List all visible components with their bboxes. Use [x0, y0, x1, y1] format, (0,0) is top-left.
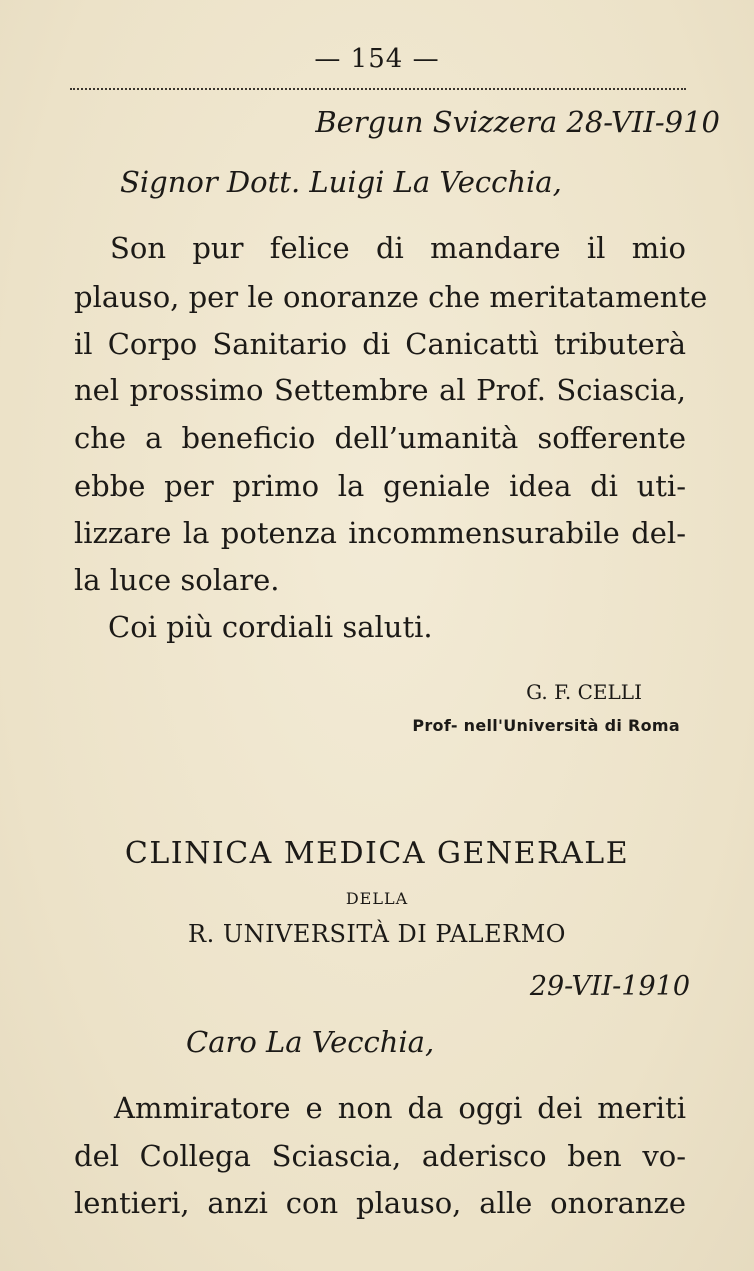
- letter1-body-line: la luce solare.: [74, 563, 280, 597]
- letter1-closing: Coi più cordiali saluti.: [108, 610, 433, 644]
- letter2-salutation: Caro La Vecchia,: [186, 1025, 435, 1059]
- letter2-body-line: Ammiratore e non da oggi dei meriti: [114, 1091, 686, 1125]
- section-subtitle-della: DELLA: [345, 889, 409, 908]
- letter1-salutation: Signor Dott. Luigi La Vecchia,: [120, 165, 562, 199]
- letter1-signature-title: Prof- nell'Università di Roma: [412, 716, 680, 735]
- dotted-rule: [70, 88, 686, 90]
- letter2-date: 29-VII-1910: [529, 971, 690, 1002]
- letter2-body-line: del Collega Sciascia, aderisco ben vo-: [74, 1139, 686, 1173]
- letter1-body-line: nel prossimo Settembre al Prof. Sciascia,: [74, 373, 686, 407]
- letter1-body-line: Son pur felice di mandare il mio: [110, 231, 686, 265]
- letter1-body-line: lizzare la potenza incommensurabile del-: [74, 516, 686, 550]
- page-number: — 154 —: [314, 44, 440, 74]
- letter1-body-line: ebbe per primo la geniale idea di uti-: [74, 469, 686, 503]
- letter1-body-line: il Corpo Sanitario di Canicattì tributerà: [74, 327, 686, 361]
- letter2-body-line: lentieri, anzi con plauso, alle onoranze: [74, 1186, 686, 1220]
- letter1-body-line: plauso, per le onoranze che meritatamente: [74, 280, 708, 314]
- letter1-dateline: Bergun Svizzera 28-VII-910: [315, 105, 720, 139]
- section-subtitle-university: R. UNIVERSITÀ DI PALERMO: [188, 920, 566, 948]
- letter1-signature: G. F. CELLI: [526, 680, 642, 704]
- section-title: CLINICA MEDICA GENERALE: [124, 836, 630, 871]
- letter1-body-line: che a beneficio dell’umanità sofferente: [74, 421, 686, 455]
